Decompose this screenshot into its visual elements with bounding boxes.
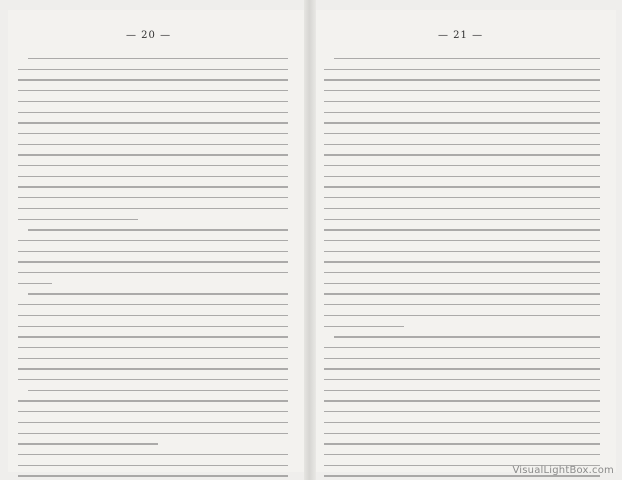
text-line (18, 315, 288, 316)
text-line (18, 411, 288, 412)
text-line (18, 326, 288, 327)
text-line (18, 186, 288, 187)
text-line (334, 336, 600, 337)
text-line (18, 219, 138, 220)
text-line (324, 283, 600, 284)
text-line (324, 433, 600, 434)
text-block (316, 52, 616, 472)
text-line (324, 186, 600, 187)
text-line (324, 90, 600, 91)
text-line (18, 358, 288, 359)
text-line (18, 112, 288, 113)
text-line (324, 176, 600, 177)
text-line (18, 261, 288, 262)
text-line (18, 197, 288, 198)
text-line (18, 144, 288, 145)
text-line (324, 443, 600, 444)
text-line (324, 219, 600, 220)
text-line (18, 154, 288, 155)
text-line (18, 101, 288, 102)
text-line (324, 79, 600, 80)
text-block (8, 52, 304, 472)
text-line (18, 133, 288, 134)
text-line (324, 272, 600, 273)
text-line (324, 400, 600, 401)
text-line (324, 69, 600, 70)
text-line (334, 58, 600, 59)
text-line (18, 368, 288, 369)
text-line (324, 304, 600, 305)
text-line (18, 379, 288, 380)
text-line (324, 112, 600, 113)
text-line (324, 411, 600, 412)
text-line (18, 251, 288, 252)
text-line (18, 347, 288, 348)
text-line (324, 251, 600, 252)
text-line (18, 283, 52, 284)
text-line (18, 165, 288, 166)
page-number: — 21 — (438, 30, 484, 41)
text-line (18, 400, 288, 401)
text-line (324, 133, 600, 134)
text-line (324, 122, 600, 123)
text-line (18, 90, 288, 91)
text-line (18, 176, 288, 177)
page-number: — 20 — (126, 30, 172, 41)
text-line (324, 197, 600, 198)
right-page (316, 10, 616, 472)
text-line (324, 390, 600, 391)
text-line (18, 454, 288, 455)
text-line (324, 347, 600, 348)
text-line (18, 422, 288, 423)
text-line (18, 79, 288, 80)
text-line (324, 165, 600, 166)
text-line (18, 475, 288, 476)
text-line (324, 208, 600, 209)
text-line (324, 422, 600, 423)
text-line (324, 454, 600, 455)
watermark: VisualLightBox.com (512, 465, 614, 476)
book-gutter (304, 0, 316, 480)
text-line (324, 368, 600, 369)
text-line (18, 465, 288, 466)
text-line (18, 433, 288, 434)
text-line (324, 326, 404, 327)
text-line (324, 358, 600, 359)
text-line (324, 240, 600, 241)
text-line (18, 443, 158, 444)
text-line (28, 229, 288, 230)
left-page (8, 10, 304, 472)
text-line (18, 208, 288, 209)
text-line (28, 58, 288, 59)
text-line (324, 293, 600, 294)
text-line (18, 69, 288, 70)
text-line (324, 101, 600, 102)
text-line (324, 154, 600, 155)
text-line (18, 304, 288, 305)
text-line (28, 293, 288, 294)
text-line (18, 272, 288, 273)
text-line (324, 379, 600, 380)
text-line (28, 390, 288, 391)
text-line (18, 122, 288, 123)
text-line (18, 240, 288, 241)
text-line (324, 261, 600, 262)
text-line (18, 336, 288, 337)
text-line (324, 229, 600, 230)
text-line (324, 144, 600, 145)
text-line (324, 315, 600, 316)
